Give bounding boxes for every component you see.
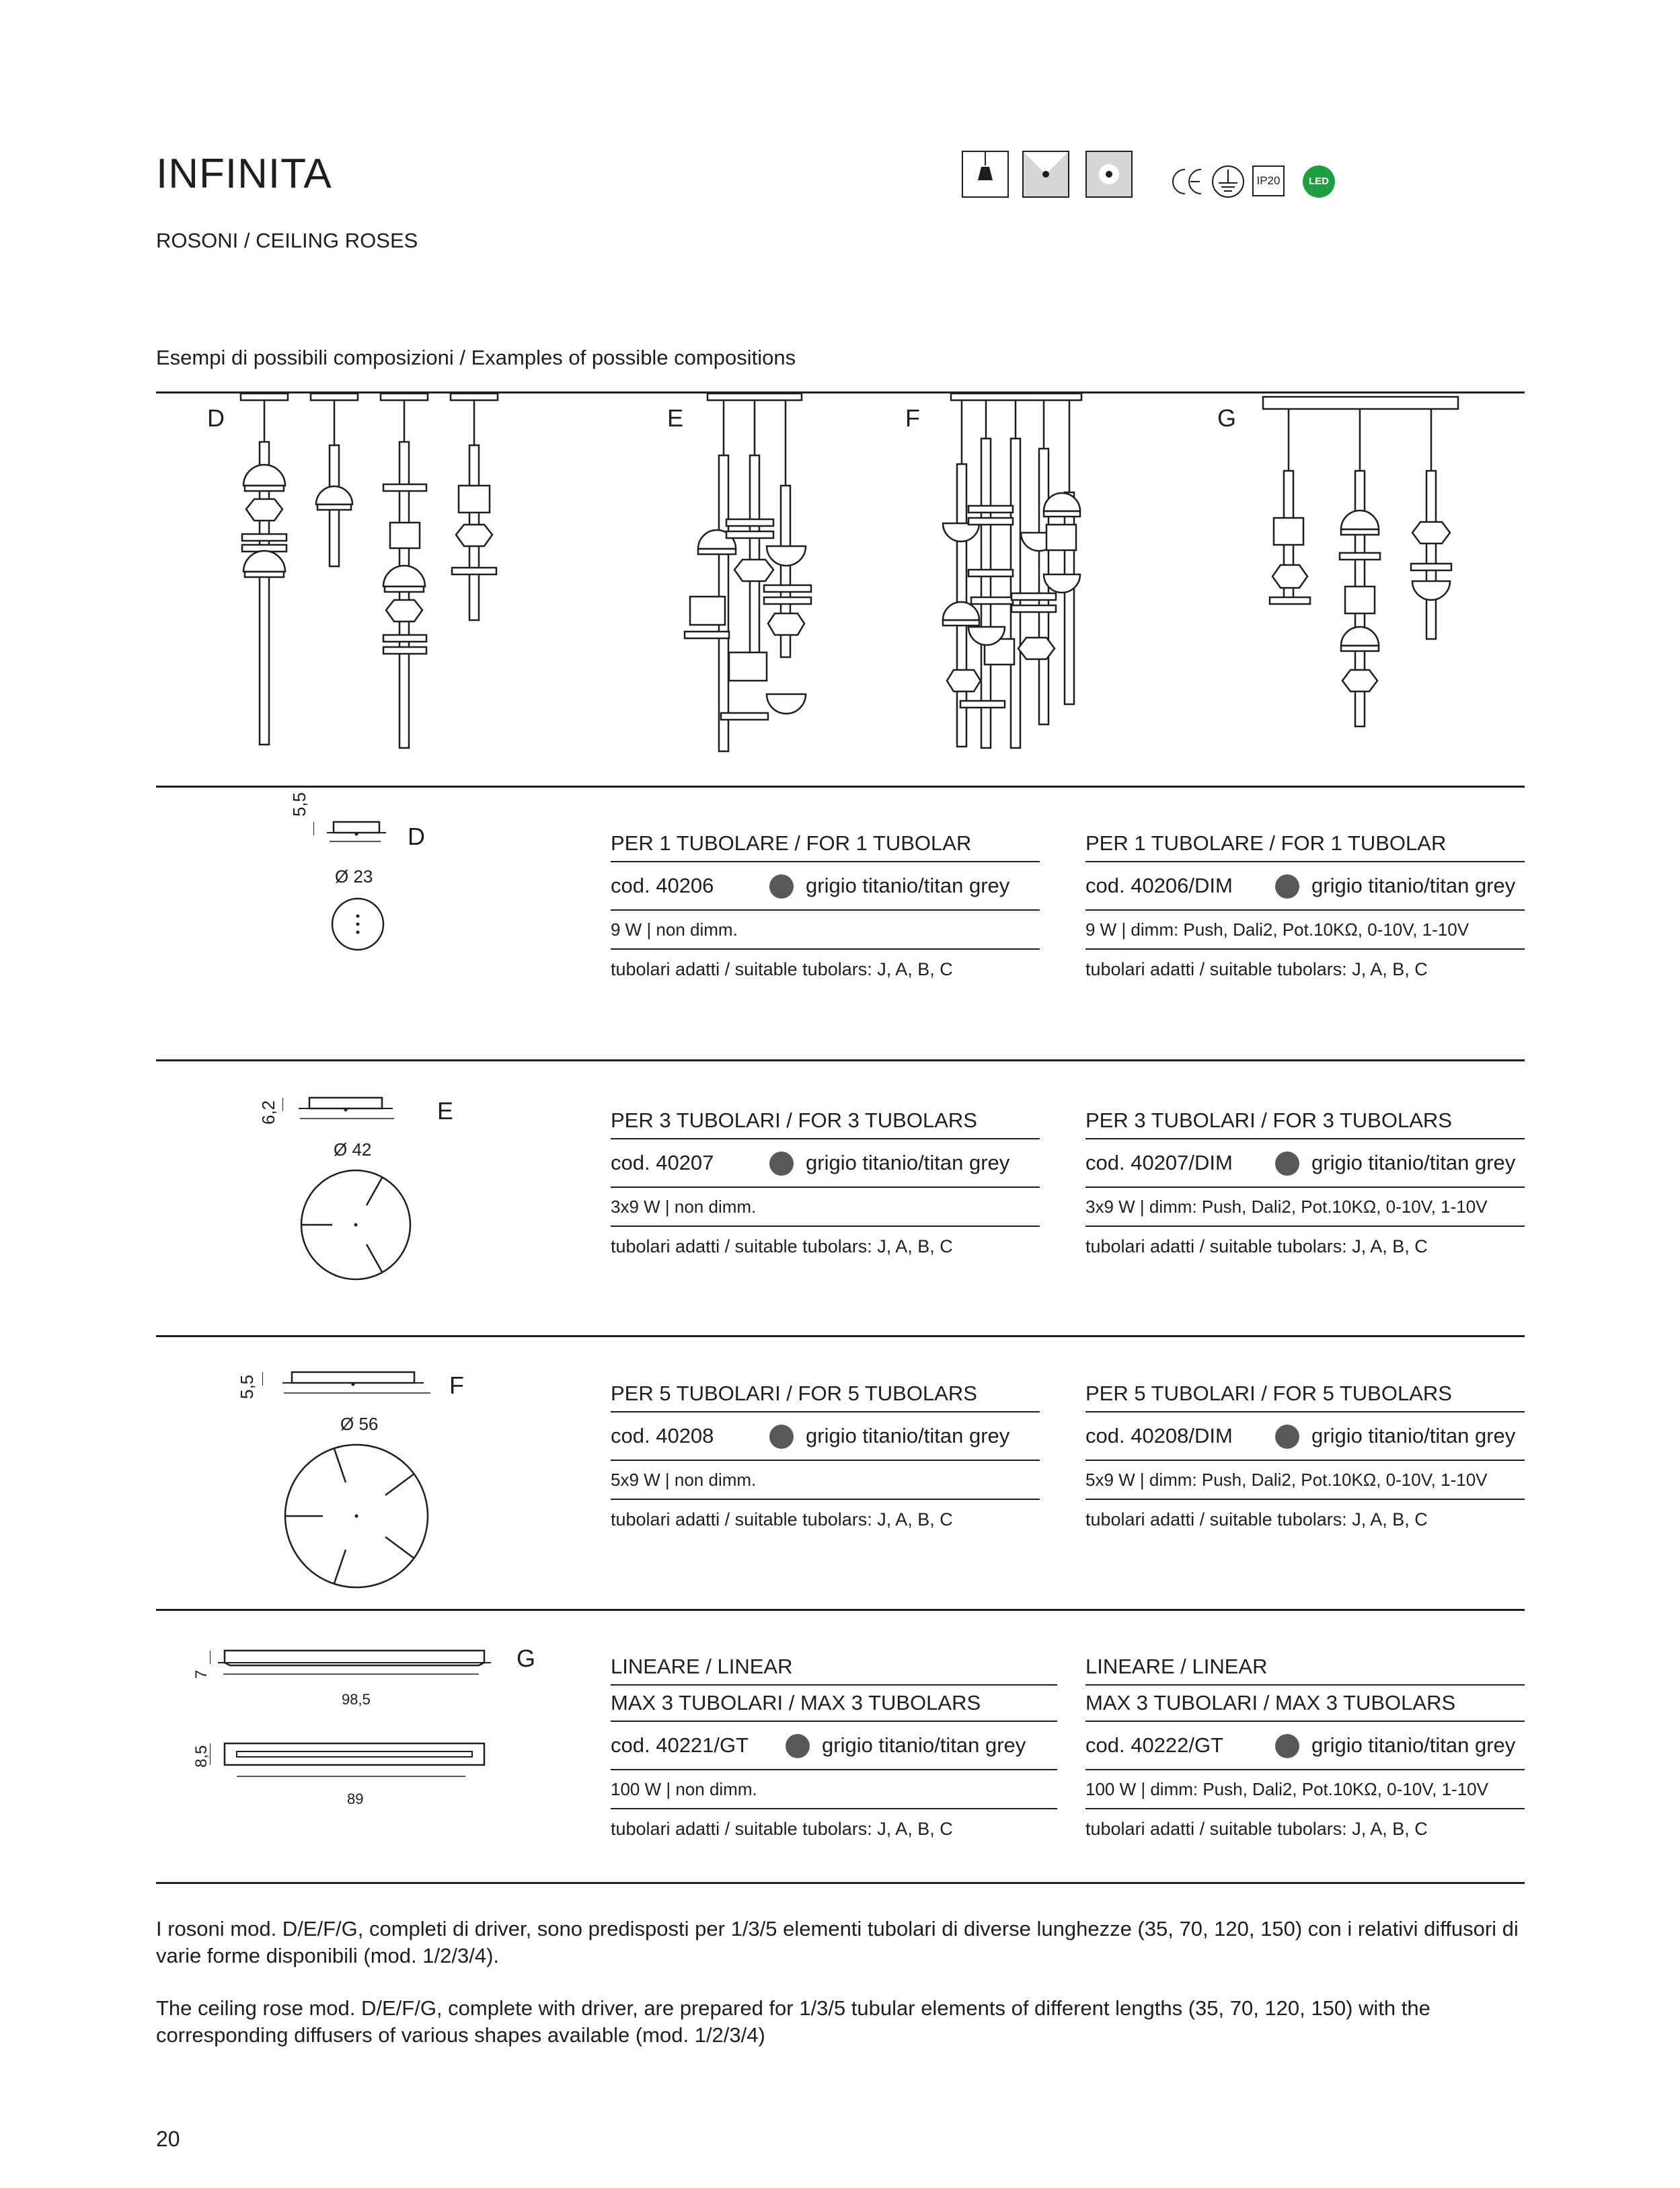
spec-40207-dim [1085, 1103, 1525, 1266]
color-swatch [769, 874, 794, 899]
rose-e-height: 6,2 [258, 1100, 278, 1125]
led-icon: LED [1303, 165, 1335, 198]
spec-heading: PER 3 TUBOLARI / FOR 3 TUBOLARS [1085, 1103, 1525, 1139]
rose-g-length-2: 89 [347, 1790, 364, 1807]
color-swatch [769, 1152, 794, 1176]
suitable-tubolars: tubolari adatti / suitable tubolars: J, A, B, C [611, 959, 953, 979]
spec-heading: PER 5 TUBOLARI / FOR 5 TUBOLARS [1085, 1376, 1525, 1412]
color-swatch [786, 1734, 810, 1758]
spec-code-row [611, 1722, 1057, 1770]
suitable-tubolars: tubolari adatti / suitable tubolars: J, A, B, C [611, 1819, 953, 1839]
color-swatch [1275, 1734, 1299, 1758]
suitable-tubolars: tubolari adatti / suitable tubolars: J, A, B, C [1085, 959, 1428, 979]
rose-d-diameter: Ø 23 [335, 866, 373, 886]
product-code: cod. 40221/GT [611, 1733, 749, 1757]
spec-40206 [611, 826, 1040, 989]
product-letter-d: D [408, 823, 425, 850]
spec-heading: PER 3 TUBOLARI / FOR 3 TUBOLARS [611, 1103, 1040, 1139]
color-swatch [769, 1425, 794, 1449]
page-title: INFINITA [156, 151, 332, 197]
spec-code-row [611, 1412, 1040, 1461]
spec-heading: LINEARE / LINEAR [611, 1649, 1057, 1686]
color-name: grigio titanio/titan grey [806, 1151, 1010, 1174]
divider [156, 786, 1525, 788]
power-spec: 9 W | dimm: Push, Dali2, Pot.10KΩ, 0-10V, 1-10V [1085, 911, 1525, 950]
rose-e-drawing [256, 1083, 430, 1285]
power-spec: 5x9 W | non dimm. [611, 1461, 1040, 1500]
divider [156, 1609, 1525, 1611]
rose-d-height: 5,5 [289, 792, 309, 817]
product-code: cod. 40207/DIM [1085, 1151, 1233, 1174]
product-letter-e: E [437, 1097, 454, 1125]
spec-heading: PER 1 TUBOLARE / FOR 1 TUBOLAR [1085, 826, 1525, 862]
spec-40207 [611, 1103, 1040, 1266]
power-spec: 3x9 W | non dimm. [611, 1188, 1040, 1227]
color-swatch [1275, 1152, 1299, 1176]
product-code: cod. 40208/DIM [1085, 1424, 1233, 1447]
product-code: cod. 40208 [611, 1424, 714, 1447]
power-spec: 3x9 W | dimm: Push, Dali2, Pot.10KΩ, 0-10V, 1-10V [1085, 1188, 1525, 1227]
suitable-tubolars: tubolari adatti / suitable tubolars: J, A, B, C [1085, 1819, 1428, 1839]
spec-40208 [611, 1376, 1040, 1539]
power-spec: 100 W | non dimm. [611, 1770, 1057, 1809]
spec-heading: PER 1 TUBOLARE / FOR 1 TUBOLAR [611, 826, 1040, 862]
product-code: cod. 40222/GT [1085, 1733, 1224, 1757]
note-english: The ceiling rose mod. D/E/F/G, complete with driver, are prepared for 1/3/5 tubular elements of different lengths (35, 70, 120, 150) with the corresponding diffusers of various shapes available (mod. 1/2/3/4) [156, 1996, 1430, 2047]
ce-mark-icon [1170, 165, 1204, 201]
spec-40221-gt [611, 1649, 1057, 1848]
examples-caption: Esempi di possibili composizioni / Examples of possible compositions [156, 346, 796, 369]
spec-code-row [1085, 1412, 1525, 1461]
compositions-illustration [156, 391, 1525, 768]
example-label-e: E [667, 404, 684, 432]
color-name: grigio titanio/titan grey [822, 1733, 1026, 1757]
spec-code-row [1085, 1722, 1525, 1770]
rose-f-drawing [235, 1359, 451, 1601]
spec-heading: LINEARE / LINEAR [1085, 1649, 1525, 1686]
power-spec: 5x9 W | dimm: Push, Dali2, Pot.10KΩ, 0-10V, 1-10V [1085, 1461, 1525, 1500]
spec-code-row [1085, 1139, 1525, 1188]
color-name: grigio titanio/titan grey [1311, 1151, 1516, 1174]
color-name: grigio titanio/titan grey [1311, 1733, 1516, 1757]
spec-code-row [1085, 862, 1525, 911]
spec-code-row [611, 1139, 1040, 1188]
suitable-tubolars: tubolari adatti / suitable tubolars: J, A, B, C [1085, 1509, 1428, 1530]
spec-heading-2: MAX 3 TUBOLARI / MAX 3 TUBOLARS [611, 1686, 1057, 1722]
rose-f-height: 5,5 [237, 1374, 257, 1399]
rose-g-height-2: 8,5 [192, 1745, 211, 1768]
spec-40222-gt [1085, 1649, 1525, 1848]
ip20-icon: IP20 [1252, 165, 1285, 196]
example-label-f: F [905, 404, 920, 432]
product-letter-g: G [517, 1645, 536, 1672]
suitable-tubolars: tubolari adatti / suitable tubolars: J, A, B, C [1085, 1236, 1428, 1256]
rose-f-diameter: Ø 56 [340, 1414, 379, 1434]
pendant-light-icon [962, 151, 1009, 198]
product-code: cod. 40206/DIM [1085, 874, 1233, 897]
ground-symbol-icon [1211, 164, 1246, 202]
spec-40208-dim [1085, 1376, 1525, 1539]
color-name: grigio titanio/titan grey [806, 874, 1010, 897]
product-letter-f: F [449, 1371, 464, 1399]
spec-heading-2: MAX 3 TUBOLARI / MAX 3 TUBOLARS [1085, 1686, 1525, 1722]
rose-g-height: 7 [192, 1669, 211, 1679]
product-code: cod. 40206 [611, 874, 714, 897]
color-swatch [1275, 874, 1299, 899]
color-name: grigio titanio/titan grey [1311, 874, 1516, 897]
divider [156, 1882, 1525, 1884]
suitable-tubolars: tubolari adatti / suitable tubolars: J, A, B, C [611, 1509, 953, 1530]
corner-light-icon [1022, 151, 1069, 198]
divider [156, 1335, 1525, 1337]
ceiling-spot-icon [1085, 151, 1133, 198]
spec-40206-dim [1085, 826, 1525, 989]
page-number: 20 [156, 2127, 180, 2151]
color-name: grigio titanio/titan grey [806, 1424, 1010, 1447]
color-swatch [1275, 1425, 1299, 1449]
example-label-d: D [207, 404, 225, 432]
spec-code-row [611, 862, 1040, 911]
rose-g-drawing [190, 1641, 506, 1823]
product-code: cod. 40207 [611, 1151, 714, 1174]
spec-heading: PER 5 TUBOLARI / FOR 5 TUBOLARS [611, 1376, 1040, 1412]
note-italian: I rosoni mod. D/E/F/G, completi di driver, sono predisposti per 1/3/5 elementi tubolari di diverse lunghezze (35, 70, 120, 150) con i relativi diffusori di varie forme disponibili (mod. 1/2/3/4). [156, 1917, 1519, 1967]
suitable-tubolars: tubolari adatti / suitable tubolars: J, A, B, C [611, 1236, 953, 1256]
rose-g-length: 98,5 [342, 1691, 371, 1708]
divider [156, 1059, 1525, 1061]
example-label-g: G [1217, 404, 1237, 432]
power-spec: 100 W | dimm: Push, Dali2, Pot.10KΩ, 0-10V, 1-10V [1085, 1770, 1525, 1809]
color-name: grigio titanio/titan grey [1311, 1424, 1516, 1447]
page-subtitle: ROSONI / CEILING ROSES [156, 229, 418, 252]
power-spec: 9 W | non dimm. [611, 911, 1040, 950]
rose-e-diameter: Ø 42 [334, 1139, 372, 1160]
